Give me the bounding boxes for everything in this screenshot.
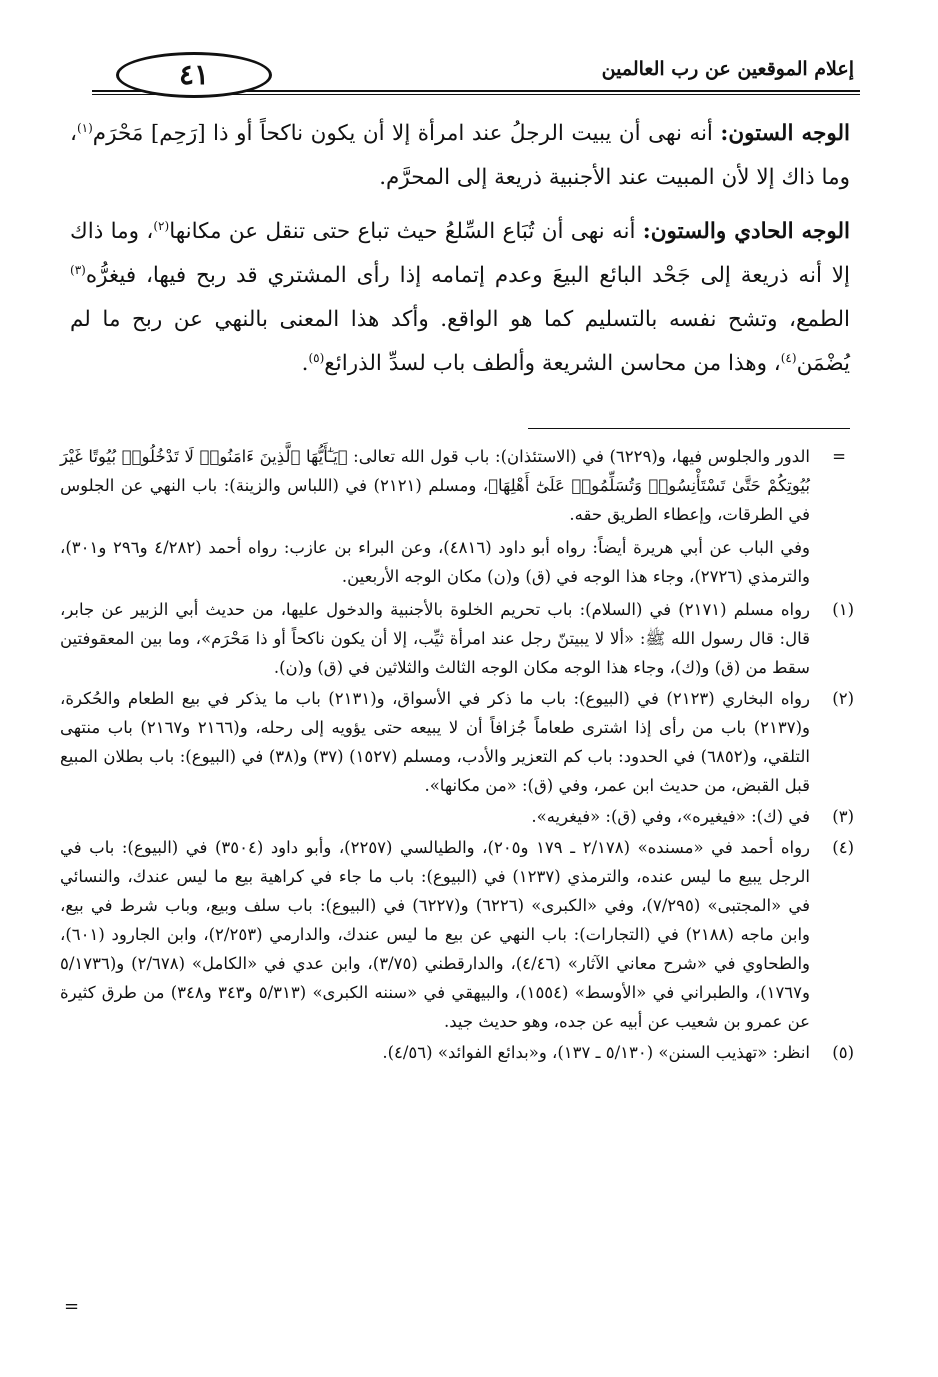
paragraph-61: الوجه الحادي والستون: أنه نهى أن تُبَاع السِّلعُ حيث تباع حتى تنقل عن مكانها$^{(٢)}$، وما ذاك إلا أنه ذريعة إلى جَحْد البائع البيعَ وعدم إتمامه إذا رأى المشتري قد ربح فيها، فيغرُّه$^{(٣)}$ الطمع، وتشح نفسه بالتسليم كما هو الواقع. وأكد هذا المعنى بالنهي عن ربح ما لم يُضْمَن$^{(٤)}$، وهذا من محاسن الشريعة وألطف باب لسدِّ الذرائع$^{(٥)}$.: [70, 218, 850, 376]
footnote-number: (٢): [832, 689, 854, 708]
footnote-separator: [528, 428, 850, 429]
page-number: ٤١: [116, 52, 272, 98]
continuation-text-2: وفي الباب عن أبي هريرة أيضاً: رواه أبو داود (٤٨١٦)، وعن البراء بن عازب: رواه أحمد (٤/٢٨٢ و٢٩٦ و٣٠١)، والترمذي (٢٧٢٦)، وجاء هذا الوجه في (ق) و(ن) مكان الوجه الأربعين.: [60, 538, 811, 586]
footnote-number: (١): [832, 600, 854, 619]
footnote-3: [60, 802, 860, 831]
paragraph-heading: الوجه الستون:: [720, 121, 850, 146]
footnote-ref-4: (٤): [780, 350, 797, 365]
paragraph-60: الوجه الستون: أنه نهى أن يبيت الرجلُ عند امرأة إلا أن يكون ناكحاً أو ذا [رَحِم] مَحْرَم$^{(١)}$، وما ذاك إلا لأن المبيت عند الأجنبية ذريعة إلى المحرَّم.: [70, 120, 850, 190]
footnotes: [60, 442, 860, 1069]
running-header: [92, 40, 860, 100]
footnote-text: رواه أحمد في «مسنده» (٢/١٧٨ ـ ١٧٩ و٢٠٥)، والطيالسي (٢٢٥٧)، وأبو داود (٣٥٠٤) في (البيوع): باب في الرجل يبيع ما ليس عنده، والترمذي (١٢٣٧) في (البيوع): باب ما جاء في كراهية بيع ما ليس عندك، والنسائي في «المجتبى» (٧/٢٩٥)، وفي «الكبرى» (٦٢٢٦) و(٦٢٢٧) في (البيوع): باب سلف وبيع، وباب شرط في بيع، وابن ماجه (٢١٨٨) في (التجارات): باب النهي عن بيع ما ليس عندك، والدارمي (٢/٢٥٣)، وابن الجارود (٦٠١)، والطحاوي في «شرح معاني الآثار» (٤/٤٦)، والدارقطني (٣/٧٥)، وابن عدي في «الكامل» (٢/٦٧٨) و(٥/١٧٣٦ و١٧٦٧)، والطبراني في «الأوسط» (١٥٥٤)، والبيهقي في «سننه الكبرى» (٥/٣١٣ و٣٤٣ و٣٤٨) من طرق كثيرة عن عمرو بن شعيب عن أبيه عن جده، وهو حديث جيد.: [60, 838, 811, 1031]
footnote-continuation: [60, 442, 860, 591]
paragraph-heading: الوجه الحادي والستون:: [642, 219, 850, 244]
footnote-number: (٤): [832, 838, 854, 857]
footnote-1: [60, 595, 860, 682]
footnote-text: في (ك): «فيغيره»، وفي (ق): «فيغريه».: [531, 807, 810, 826]
main-text: [70, 112, 850, 396]
footnote-text: رواه مسلم (٢١٧١) في (السلام): باب تحريم الخلوة بالأجنبية والدخول عليها، من حديث أبي الزبير عن جابر، قال: قال رسول الله ﷺ: «ألا لا يبيتنّ رجل عند امرأة ثيِّب، إلا أن يكون ناكحاً أو ذا مَحْرَم»، وما بين المعقوفتين سقط من (ق) و(ك)، وجاء هذا الوجه مكان الوجه الثالث والثلاثين في (ق) و(ن).: [60, 600, 811, 677]
footnote-4: [60, 833, 860, 1036]
continuation-mark-end: =: [64, 1296, 80, 1317]
footnote-ref-3: (٣): [70, 262, 86, 277]
footnote-number: (٣): [832, 807, 854, 826]
footnote-text: رواه البخاري (٢١٢٣) في (البيوع): باب ما ذكر في الأسواق، و(٢١٣١) باب ما يذكر في بيع الطعام والحُكرة، و(٢١٣٧) باب من رأى إذا اشترى طعاماً جُزافاً أن لا يبيعه حتى يؤويه إلى رحله، و(٢١٦٦ و٢١٦٧) باب منتهى التلقي، و(٦٨٥٢) في الحدود: باب كم التعزير والأدب، ومسلم (١٥٢٧) (٣٧) و(٣٨) في (البيوع): باب بطلان المبيع قبل القبض، من حديث ابن عمر، وفي (ق): «من مكانها».: [60, 689, 810, 795]
footnote-2: [60, 684, 860, 800]
footnote-ref-1: (١): [76, 120, 93, 135]
continuation-text-1: الدور والجلوس فيها، و(٦٢٢٩) في (الاستئذان): باب قول الله تعالى: ﴿يَـٰٓأَيُّهَا ٱلَّذِينَ ءَامَنُوا۟ لَا تَدْخُلُوا۟ بُيُوتًا غَيْرَ بُيُوتِكُمْ حَتَّىٰ تَسْتَأْنِسُوا۟ وَتُسَلِّمُوا۟ عَلَىٰٓ أَهْلِهَا﴾، ومسلم (٢١٢١) في (اللباس والزينة): باب النهي عن الجلوس في الطرقات، وإعطاء الطريق حقه.: [60, 447, 810, 524]
book-title: إعلام الموقعين عن رب العالمين: [601, 58, 854, 80]
footnote-text: انظر: «تهذيب السنن» (٥/١٣٠ ـ ١٣٧)، و«بدائع الفوائد» (٤/٥٦).: [382, 1043, 810, 1062]
continuation-mark: =: [832, 447, 846, 466]
footnote-number: (٥): [832, 1043, 854, 1062]
footnote-ref-5: (٥): [308, 350, 325, 365]
footnote-ref-2: (٢): [153, 218, 170, 233]
footnote-5: [60, 1038, 860, 1067]
